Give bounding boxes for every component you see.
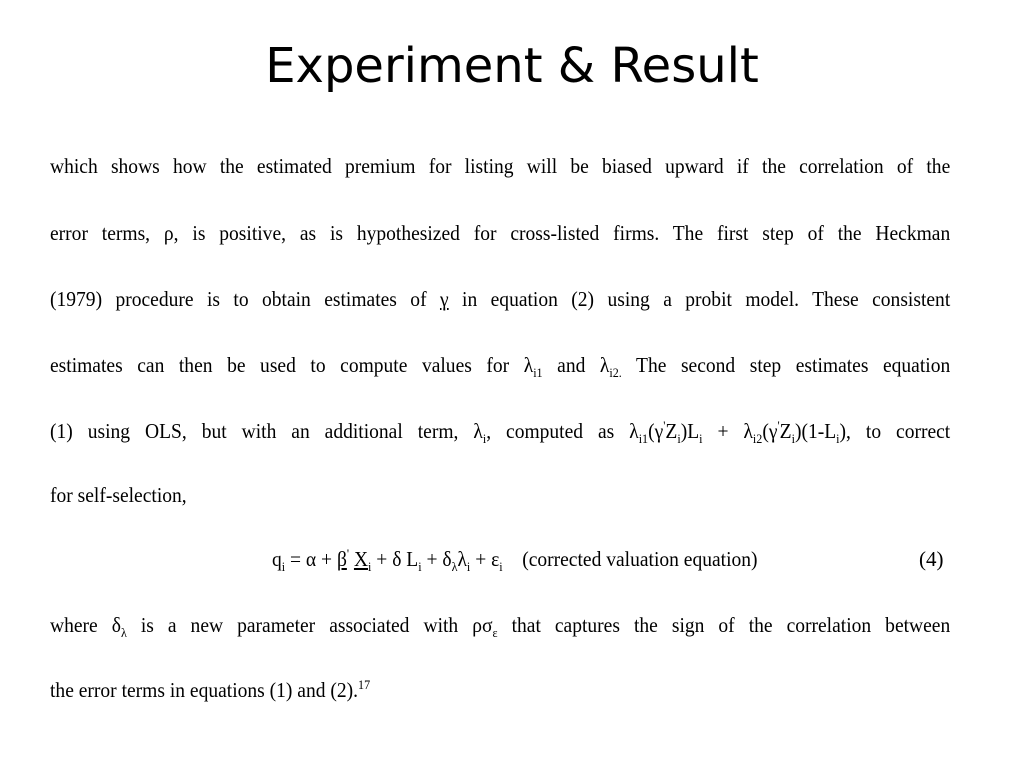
x-vector: X xyxy=(353,547,369,571)
equation-label: (corrected valuation equation) xyxy=(502,547,758,571)
body-line-7: where $\delta_\lambda$ is a new parameter associated with $\rho\sigma_\varepsilon$ that captures the sign of the correlation between xyxy=(50,613,951,641)
beta-vector: β xyxy=(336,547,347,571)
body-line-8: the error terms in equations (1) and (2).$^{17}$ xyxy=(50,677,371,702)
body-line-3: (1979) procedure is to obtain estimates of γ in equation (2) using a probit model. These consistent xyxy=(50,287,951,311)
body-line-5: (1) using OLS, but with an additional term, $\lambda_i$, computed as $\lambda_{i1}(\gamma'Z_i)L_i + \lambda_{i2}(\gamma'Z_i)(1-L_i)$, to correct xyxy=(50,418,951,447)
gamma-vector: γ xyxy=(439,287,449,311)
body-line-2: error terms, ρ, is positive, as is hypothesized for cross-listed firms. The first step of the Heckman xyxy=(50,221,951,245)
equation-number: (4) xyxy=(919,547,944,571)
slide-title: Experiment & Result xyxy=(265,38,759,94)
body-line-1: which shows how the estimated premium for listing will be biased upward if the correlation of the xyxy=(50,154,951,178)
valuation-equation: $q_i = \alpha + \beta'$ $X_i + \delta$ $L_i + \delta_\lambda\lambda_i + \varepsilon_i$ (corrected valuation equation) xyxy=(272,546,758,575)
footnote-marker: 17 xyxy=(358,677,371,692)
body-line-4: estimates can then be used to compute values for $\lambda_{i1}$ and $\lambda_{i2.}$ The second step estimates equation xyxy=(50,353,951,381)
body-line-6: for self-selection, xyxy=(50,483,187,507)
